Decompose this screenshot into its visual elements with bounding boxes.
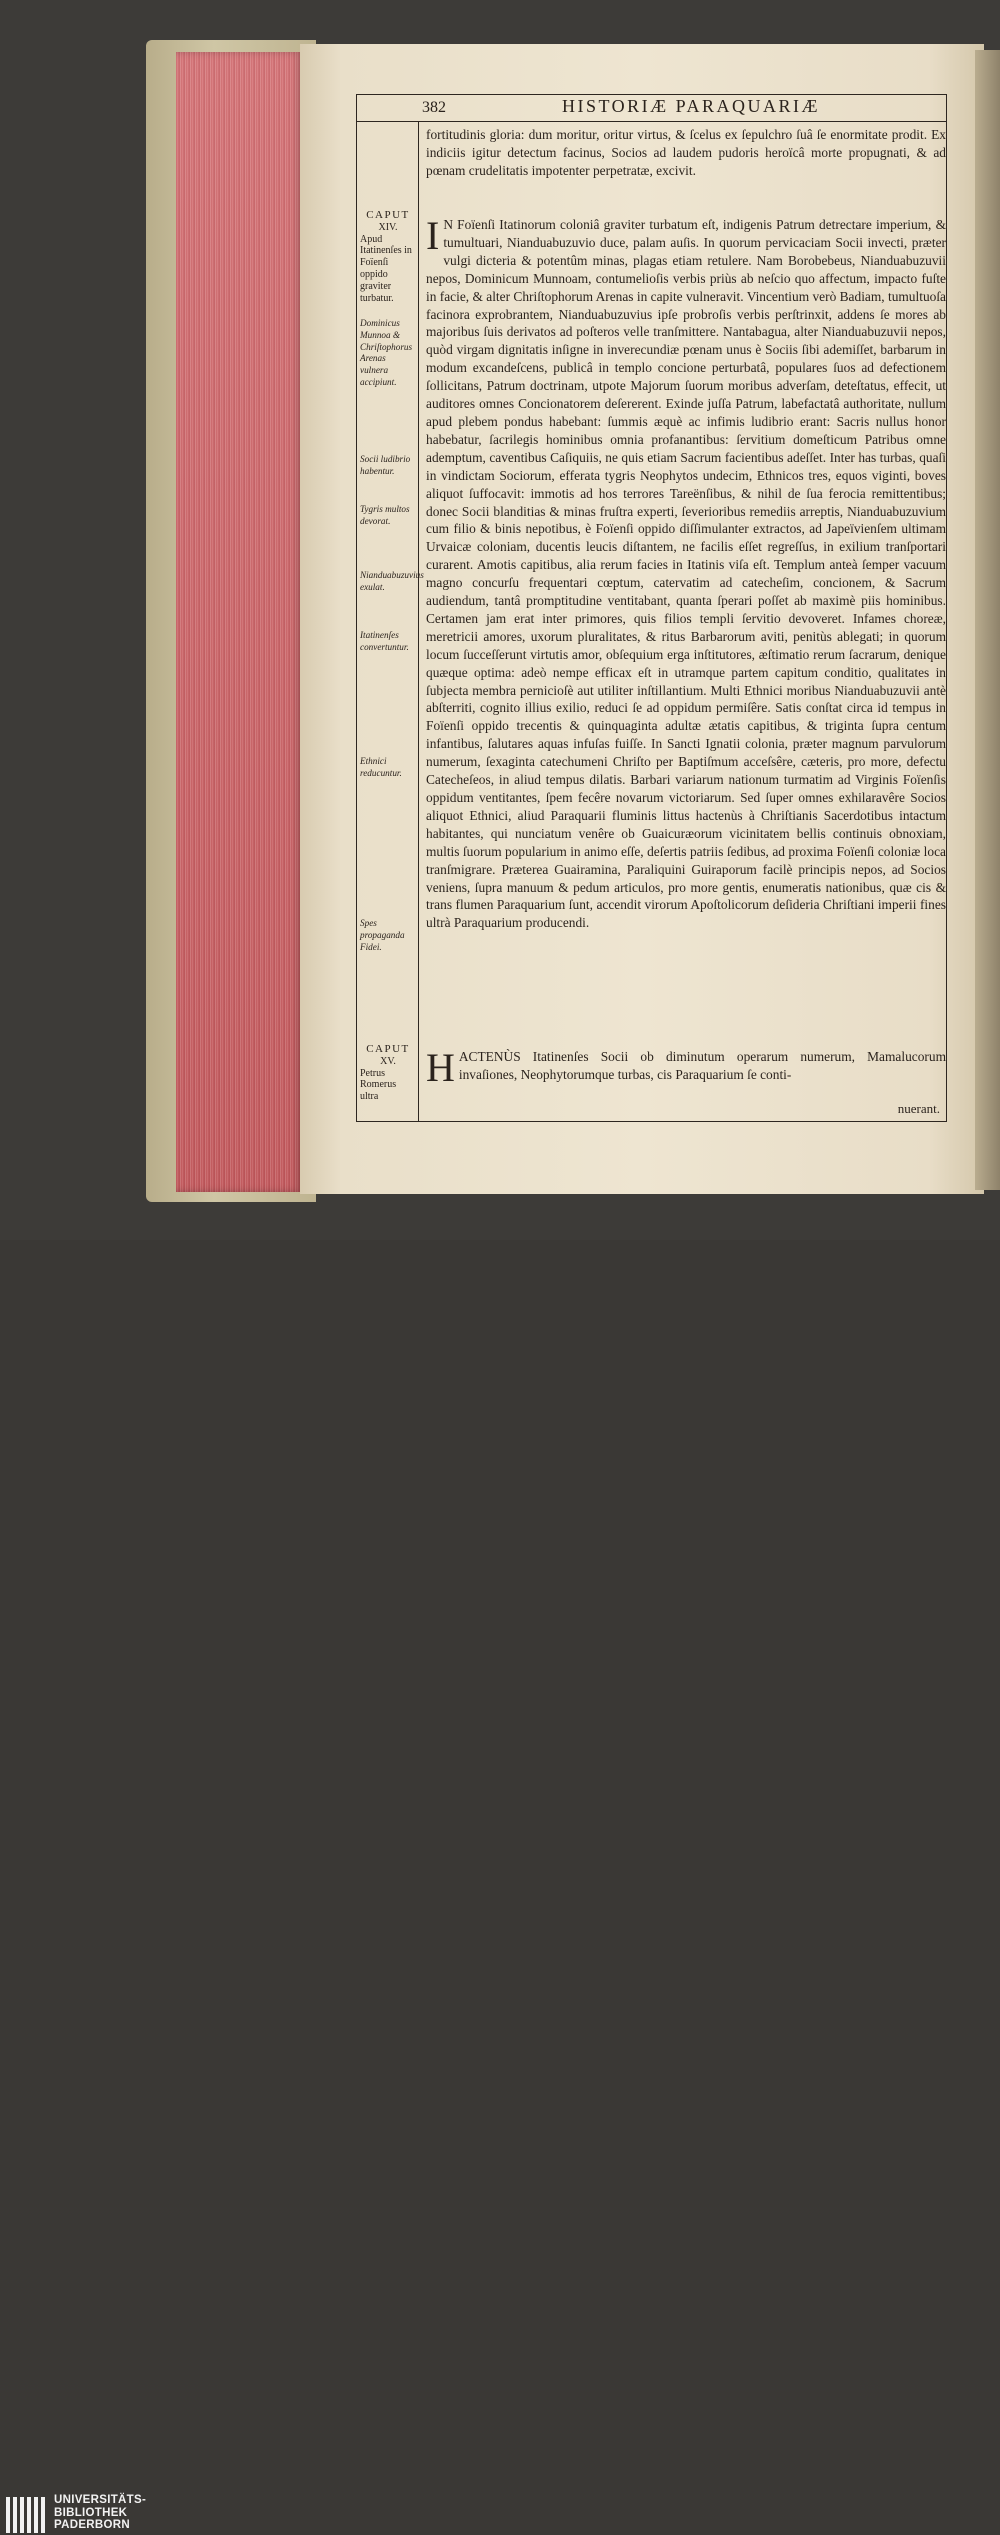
page-edge-shade [176, 52, 304, 1192]
caput-15-number: XV. [380, 1055, 396, 1067]
chapter-14-text: N Foïenſi Itatinorum coloniâ graviter turbatum eſt, indigenis Patrum detrectare imperium, & tumultuari, Nianduabuzuvio duce, palam auſis. In quorum pervicaciam Socii invecti, præter vulgi dicteria & potentûm minas, plagas etiam retulere. Nam Borobebeus, Nianduabuzuvii nepos, Dominicum Munnoam, contumelioſis verbis priùs ab neſcio quo affectum, impacto fuſte in facie, & alter Chriſtophorum Arenas in capite vulneravit. Vincentium verò Badiam, tumultuoſa facinora exprobrantem, Nianduabuzuvius ipſe probroſis verbis perſtrinxit, addens ſe mores ab majoribus ſuis derivatos ad poſteros velle tranſmittere. Nantabagua, alter Nianduabuzuvii nepos, quòd virgam dignitatis inſigne in inverecundiæ pœnam unus è Sociis ſibi ademiſſet, barbarum in modum excandeſcens, publicâ in templo concione perturbatâ, populares ſuos ad defectionem ſollicitans, Patrum doctrinam, utpote Majorum ſuorum moribus adverſam, deteſtatus, effecit, ut auditores omnes Concionatorem deſererent. Exinde juſſa Patrum, labefactatâ authoritate, nullum apud plebem pondus habebant: ſummis æquè ac infimis ludibrio erant: Sacris nullus honor habebatur, ſacrilegis hominibus omnia profanantibus: ſervitium domeſticum Patribus omne ademptum, caventibus Caſiquiis, ne quis etiam Sacrum facientibus adeſſet. Inter has turbas, quaſi in vindictam Sociorum, efferata tygris Neophytos undecim, Ethnicos tres, equos viginti, boves aliquot ſuffocavit: immotis ad hos terrores Tareënſibus, & nihil de ſua ferocia remittentibus; donec Socii blanditias & minas fruſtra experti, ſeverioribus remediis arreptis, Nianduabuzuvium cum filio & binis nepotibus, è Foïenſi oppido diſſimulanter extractos, ad Japeïvienſem ultimam Urvaicæ coloniam, ducentis leucis diſtantem, ne facilis eſſet regreſſus, in exilium tranſportari curarent. Amotis capitibus, alia rerum facies in Itatinis viſa eſt. Templum anteà ſemper vacuum magno concurſu frequentari cœptum, catervatim ad catecheſim, concionem, & Sacrum audiendum, tantâ promptitudine ventitabant, quanta ſperari poſſet ab maximè piis hominibus. Certamen jam erat inter primores, quis filios templi ſervitio devoveret. Infames choreæ, meretricii amores, uxorum pluralitates, & ritus Barbarorum aviti, penitùs ablegati; in quorum locum ſucceſſerunt virtutis amor, obſequium erga inſtitutores, æſtimatio rerum ſacrarum, denique quæque optima: adeò nempe efficax eſt in utramque partem capitum conditio, qualitates in ſubjecta membra pernicioſè aut utiliter inſtillantium. Multi Ethnici moribus Nianduabuzuvii antè abſterriti, cognito illius exilio, reduci ſe ad oppidum permiſêre. Satis conſtat circa id tempus in Foïenſi oppido trecentis & quinquaginta adultæ ætatis capitibus, & triginta ſupra centum infantibus, ſalutares aquas infuſas fuiſſe. In Sancti Ignatii colonia, præter magnum parvulorum numerum, ſexaginta catechumeni Chriſto per Baptiſmum acceſsêre, cæteris, pro more, defectu Catecheſeos, in aliud tempus dilatis. Barbari variarum nationum turmatim ad Virginis Foïenſis oppidum ventitantes, ſpem fecêre novarum victoriarum. Sed ſuper omnes exhilaravêre Socios aliquot Ethnici, aliud Paraquarii fluminis littus hactenùs à Chriſtianis Sacerdotibus intactum habitantes, qui nunciatum venêre ob Guaicuræorum vicinitatem bellis continuis obnoxiam, multis ſuorum popularium in animo eſſe, deſertis patriis ſedibus, ad proxima Foïenſi coloniæ loca tranſmigrare. Præterea Guairamina, Paraliquini Guiraporum facilè principis nepos, ad Socios veniens, ſupra manuum & pedum articulos, pro more gentis, enumeratis nationibus, quæ cis & trans flumen Paraquarium ſunt, accendit virorum Apoſtolicorum deſideria Chriſtiani imperii fines ultrà Paraquarium producendi. [426, 217, 946, 931]
book-scan [0, 0, 1000, 1240]
margin-note-ludibrio: Socii ludibrio habentur. [360, 454, 411, 476]
page-gutter [975, 50, 1000, 1190]
margin-caput-15 [360, 1044, 416, 1103]
footer-bar [0, 1240, 1000, 2531]
library-name-line-1: UNIVERSITÄTS- [54, 2494, 147, 2506]
chapter-14-body [426, 216, 946, 1044]
chapter-15-dropcap: H [426, 1048, 455, 1088]
caput-15-word: CAPUT [366, 1043, 410, 1055]
running-head: HISTORIÆ PARAQUARIÆ [561, 96, 821, 116]
caput-14-word: CAPUT [366, 209, 410, 221]
margin-note-vulnera: Dominicus Munnoa & Chriſtophorus Arenas vulnera accipiunt. [360, 318, 413, 387]
page-number: 382 [422, 99, 446, 116]
margin-note-convertuntur: Itatinenſes convertuntur. [360, 630, 409, 652]
margin-note-tygris: Tygris multos devorat. [360, 504, 410, 526]
chapter-14-dropcap: I [426, 216, 440, 258]
continued-paragraph: fortitudinis gloria: dum moritur, oritur virtus, & ſcelus ex ſepulchro ſuâ ſe enormitate prodit. Ex indiciis igitur detectum facinus, Socios ad laudem pudoris heroïcâ morte propugnati, & ad pœnam crudelitatis impotenter perpetratæ, excivit. [426, 127, 946, 178]
margin-note-exulat: Nianduabuzuvius exulat. [360, 570, 424, 592]
library-name-line-2: BIBLIOTHEK [54, 2506, 128, 2519]
library-name-line-3: PADERBORN [54, 2519, 130, 2531]
catchword: nuerant. [897, 1101, 940, 1116]
library-name [54, 2494, 146, 2532]
header-rule [356, 121, 947, 122]
margin-rule [418, 122, 419, 1121]
caput-14-number: XIV. [378, 221, 398, 233]
chapter-15-text: ACTENÙS Itatinenſes Socii ob diminutum operarum numerum, Mamalucorum invaſiones, Neophytorumque turbas, cis Paraquarium ſe conti- [458, 1049, 946, 1082]
margin-caput-14 [360, 210, 416, 304]
chapter-15-body [426, 1048, 946, 1088]
library-logo-icon [6, 2495, 52, 2535]
caput-15-note: Petrus Romerus ultra [360, 1067, 397, 1103]
margin-note-spes: Spes propaganda Fidei. [360, 918, 405, 952]
caput-14-note: Apud Itatinenſes in Foïenſi oppido graviter turbatur. [360, 233, 412, 304]
margin-note-reducuntur: Ethnici reducuntur. [360, 756, 402, 778]
